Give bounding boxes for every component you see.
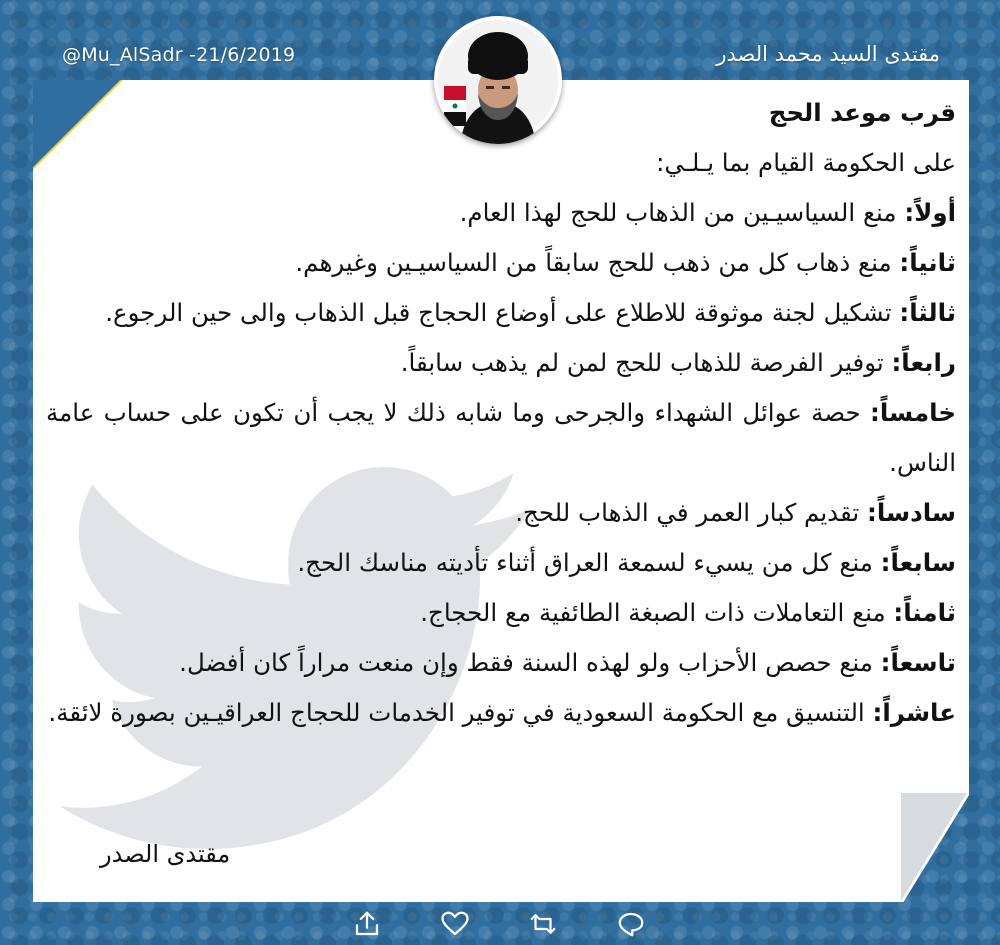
retweet-icon[interactable] [528,909,558,939]
list-item [46,588,956,638]
twitter-handle-date: @Mu_AlSadr -21/6/2019 [62,44,296,66]
item-lead: سادساً: [867,498,956,527]
list-item [46,638,956,688]
list-item [46,188,956,238]
item-lead: ثالثاً: [899,298,956,327]
item-text: توفير الفرصة للذهاب للحج لمن لم يذهب سابقاً. [400,348,892,377]
tweet-actions-bar [0,905,1000,945]
item-text: حصة عوائل الشهداء والجرحى وما شابه ذلك لا يجب أن تكون على حساب عامة الناس. [46,398,956,477]
tweet-intro: على الحكومة القيام بما يـلـي: [656,148,956,177]
page-curl-corner [901,793,967,901]
item-text: تشكيل لجنة موثوقة للاطلاع على أوضاع الحجاج قبل الذهاب والى حين الرجوع. [105,298,900,327]
item-lead: ثامناً: [893,598,956,627]
item-text: منع كل من يسيء لسمعة العراق أثناء تأديته مناسك الحج. [297,548,881,577]
signature: مقتدى الصدر [100,840,231,868]
list-item [46,688,956,738]
list-item [46,488,956,538]
item-lead: تاسعاً: [880,648,956,677]
item-text: منع السياسيـين من الذهاب للحج لهذا العام. [459,198,905,227]
tweet-title: قرب موعد الحج [768,98,956,127]
list-item [46,238,956,288]
list-item [46,338,956,388]
heart-icon[interactable] [440,909,470,939]
item-text: التنسيق مع الحكومة السعودية في توفير الخدمات للحجاج العراقيـين بصورة لائقة. [48,698,873,727]
item-text: تقديم كبار العمر في الذهاب للحج. [515,498,868,527]
item-lead: رابعاً: [891,348,956,377]
item-lead: عاشراً: [872,698,956,727]
reply-icon[interactable] [616,909,646,939]
author-name: مقتدى السيد محمد الصدر [716,42,940,66]
item-lead: خامساً: [870,398,956,427]
item-text: منع التعاملات ذات الصبغة الطائفية مع الحجاج. [420,598,894,627]
item-text: منع ذهاب كل من ذهب للحج سابقاً من السياسيـين وغيرهم. [295,248,900,277]
tweet-text [46,88,956,738]
list-item [46,288,956,338]
item-lead: سابعاً: [880,548,956,577]
item-text: منع حصص الأحزاب ولو لهذه السنة فقط وإن منعت مراراً كان أفضل. [179,648,881,677]
list-item [46,388,956,488]
share-icon[interactable] [352,909,382,939]
list-item [46,538,956,588]
item-lead: ثانياً: [899,248,956,277]
item-lead: أولاً: [904,198,956,227]
